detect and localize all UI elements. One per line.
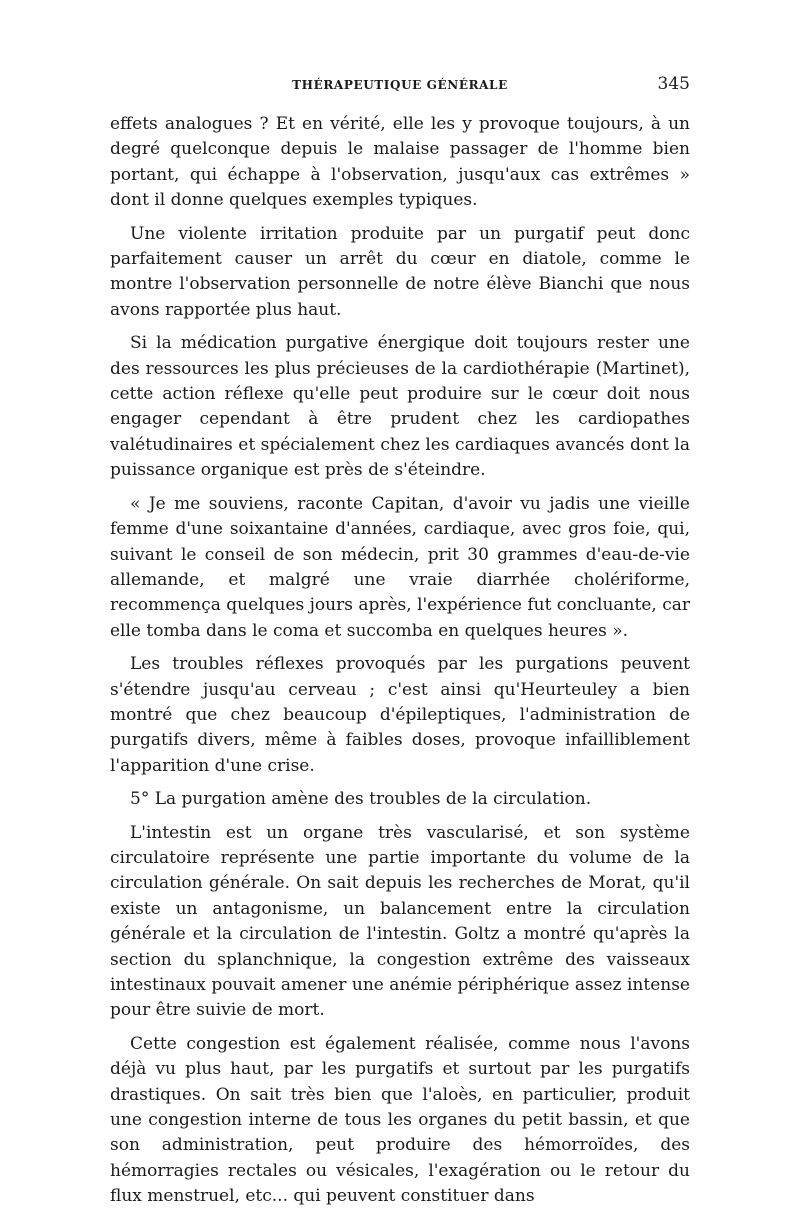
page-number: 345 — [657, 74, 690, 94]
paragraph: Les troubles réflexes provoqués par les purgations peuvent s'étendre jusqu'au cerveau ; c'est ainsi qu'Heurteuley a bien montré que chez beaucoup d'épileptiques, l'administration de purgatifs divers, même à faibles doses, provoque infailliblement l'apparition d'une crise. — [110, 654, 690, 776]
running-title: THÉRAPEUTIQUE GÉNÉRALE — [292, 78, 508, 92]
book-page — [110, 72, 690, 1218]
section-heading: 5° La purgation amène des troubles de la circulation. — [130, 789, 592, 810]
paragraph: « Je me souviens, raconte Capitan, d'avoir vu jadis une vieille femme d'une soixantaine d'années, cardiaque, avec gros foie, qui, suivant le conseil de son médecin, prit 30 grammes d'eau-de-vie allemande, et malgré une vraie diarrhée cholériforme, recommença quelques jours après, l'expérience fut concluante, car elle tomba dans le coma et succomba en quelques heures ». — [110, 493, 690, 641]
paragraph: effets analogues ? Et en vérité, elle les y provoque toujours, à un degré quelconque depuis le malaise passager de l'homme bien portant, qui échappe à l'observation, jusqu'aux cas extrêmes » dont il donne quelques exemples typiques. — [110, 114, 690, 211]
paragraph: Si la médication purgative énergique doit toujours rester une des ressources les plus précieuses de la cardiothérapie (Martinet), cette action réflexe qu'elle peut produire sur le cœur doit nous engager cependant à être prudent chez les cardiopathes valétudinaires et spécialement chez les cardiaques avancés dont la puissance organique est près de s'éteindre. — [110, 333, 690, 481]
paragraph: Une violente irritation produite par un purgatif peut donc parfaitement causer un arrêt du cœur en diatole, comme le montre l'observation personnelle de notre élève Bianchi que nous avons rapportée plus haut. — [110, 223, 690, 320]
paragraph: Cette congestion est également réalisée, comme nous l'avons déjà vu plus haut, par les purgatifs et surtout par les purgatifs drastiques. On sait très bien que l'aloès, en particulier, produit une congestion interne de tous les organes du petit bassin, et que son administration, peut produire des hémorroïdes, des hémorragies rectales ou vésicales, l'exagération ou le retour du flux menstruel, etc... qui peuvent constituer dans — [110, 1033, 690, 1207]
body-text — [110, 112, 690, 1210]
running-header — [110, 72, 690, 102]
paragraph: L'intestin est un organe très vascularisé, et son système circulatoire représente une partie importante du volume de la circulation générale. On sait depuis les recherches de Morat, qu'il existe un antagonisme, un balancement entre la circulation générale et la circulation de l'intestin. Goltz a montré qu'après la section du splanchnique, la congestion extrême des vaisseaux intestinaux pouvait amener une anémie périphérique assez intense pour être suivie de mort. — [110, 822, 690, 1021]
